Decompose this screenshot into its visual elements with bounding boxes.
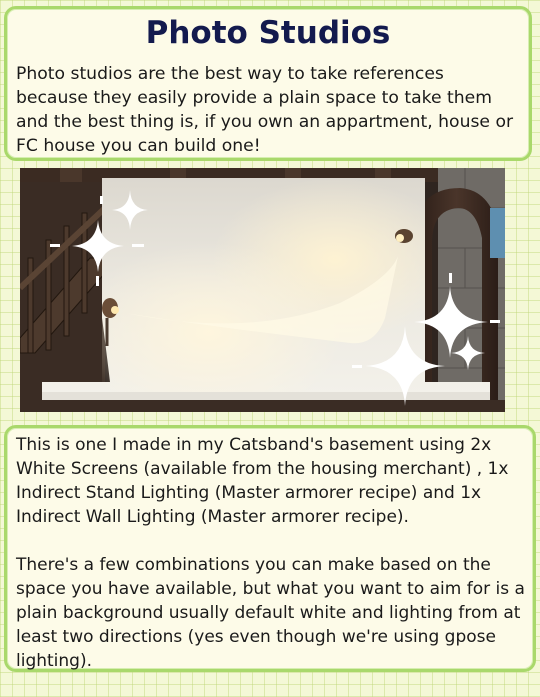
studio-photo <box>20 168 505 412</box>
window-pane <box>490 208 505 258</box>
intro-card <box>4 6 532 161</box>
description-text <box>16 433 528 697</box>
description-paragraph: This is one I made in my Catsband's basement using 2x White Screens (available from the housing merchant) , 1x Indirect Stand Lighting (Master armorer recipe) and 1x Indirect Wall Lighting (Master armorer recipe). <box>16 435 509 527</box>
stage-platform <box>42 392 490 400</box>
description-card <box>4 425 536 672</box>
floor <box>20 400 505 412</box>
description-paragraph: There's a few combinations you can make based on the space you have available, but what you want to aim for is a plain background usually default white and lighting from at least two directions (yes even though we're using gpose lighting). <box>16 555 525 671</box>
intro-text: Photo studios are the best way to take references because they easily provide a plain space to take them and the best thing is, if you own an appartment, house or FC house you can build one! <box>16 64 514 156</box>
page-title: Photo Studios <box>145 15 391 51</box>
wall-light-icon <box>395 229 413 243</box>
